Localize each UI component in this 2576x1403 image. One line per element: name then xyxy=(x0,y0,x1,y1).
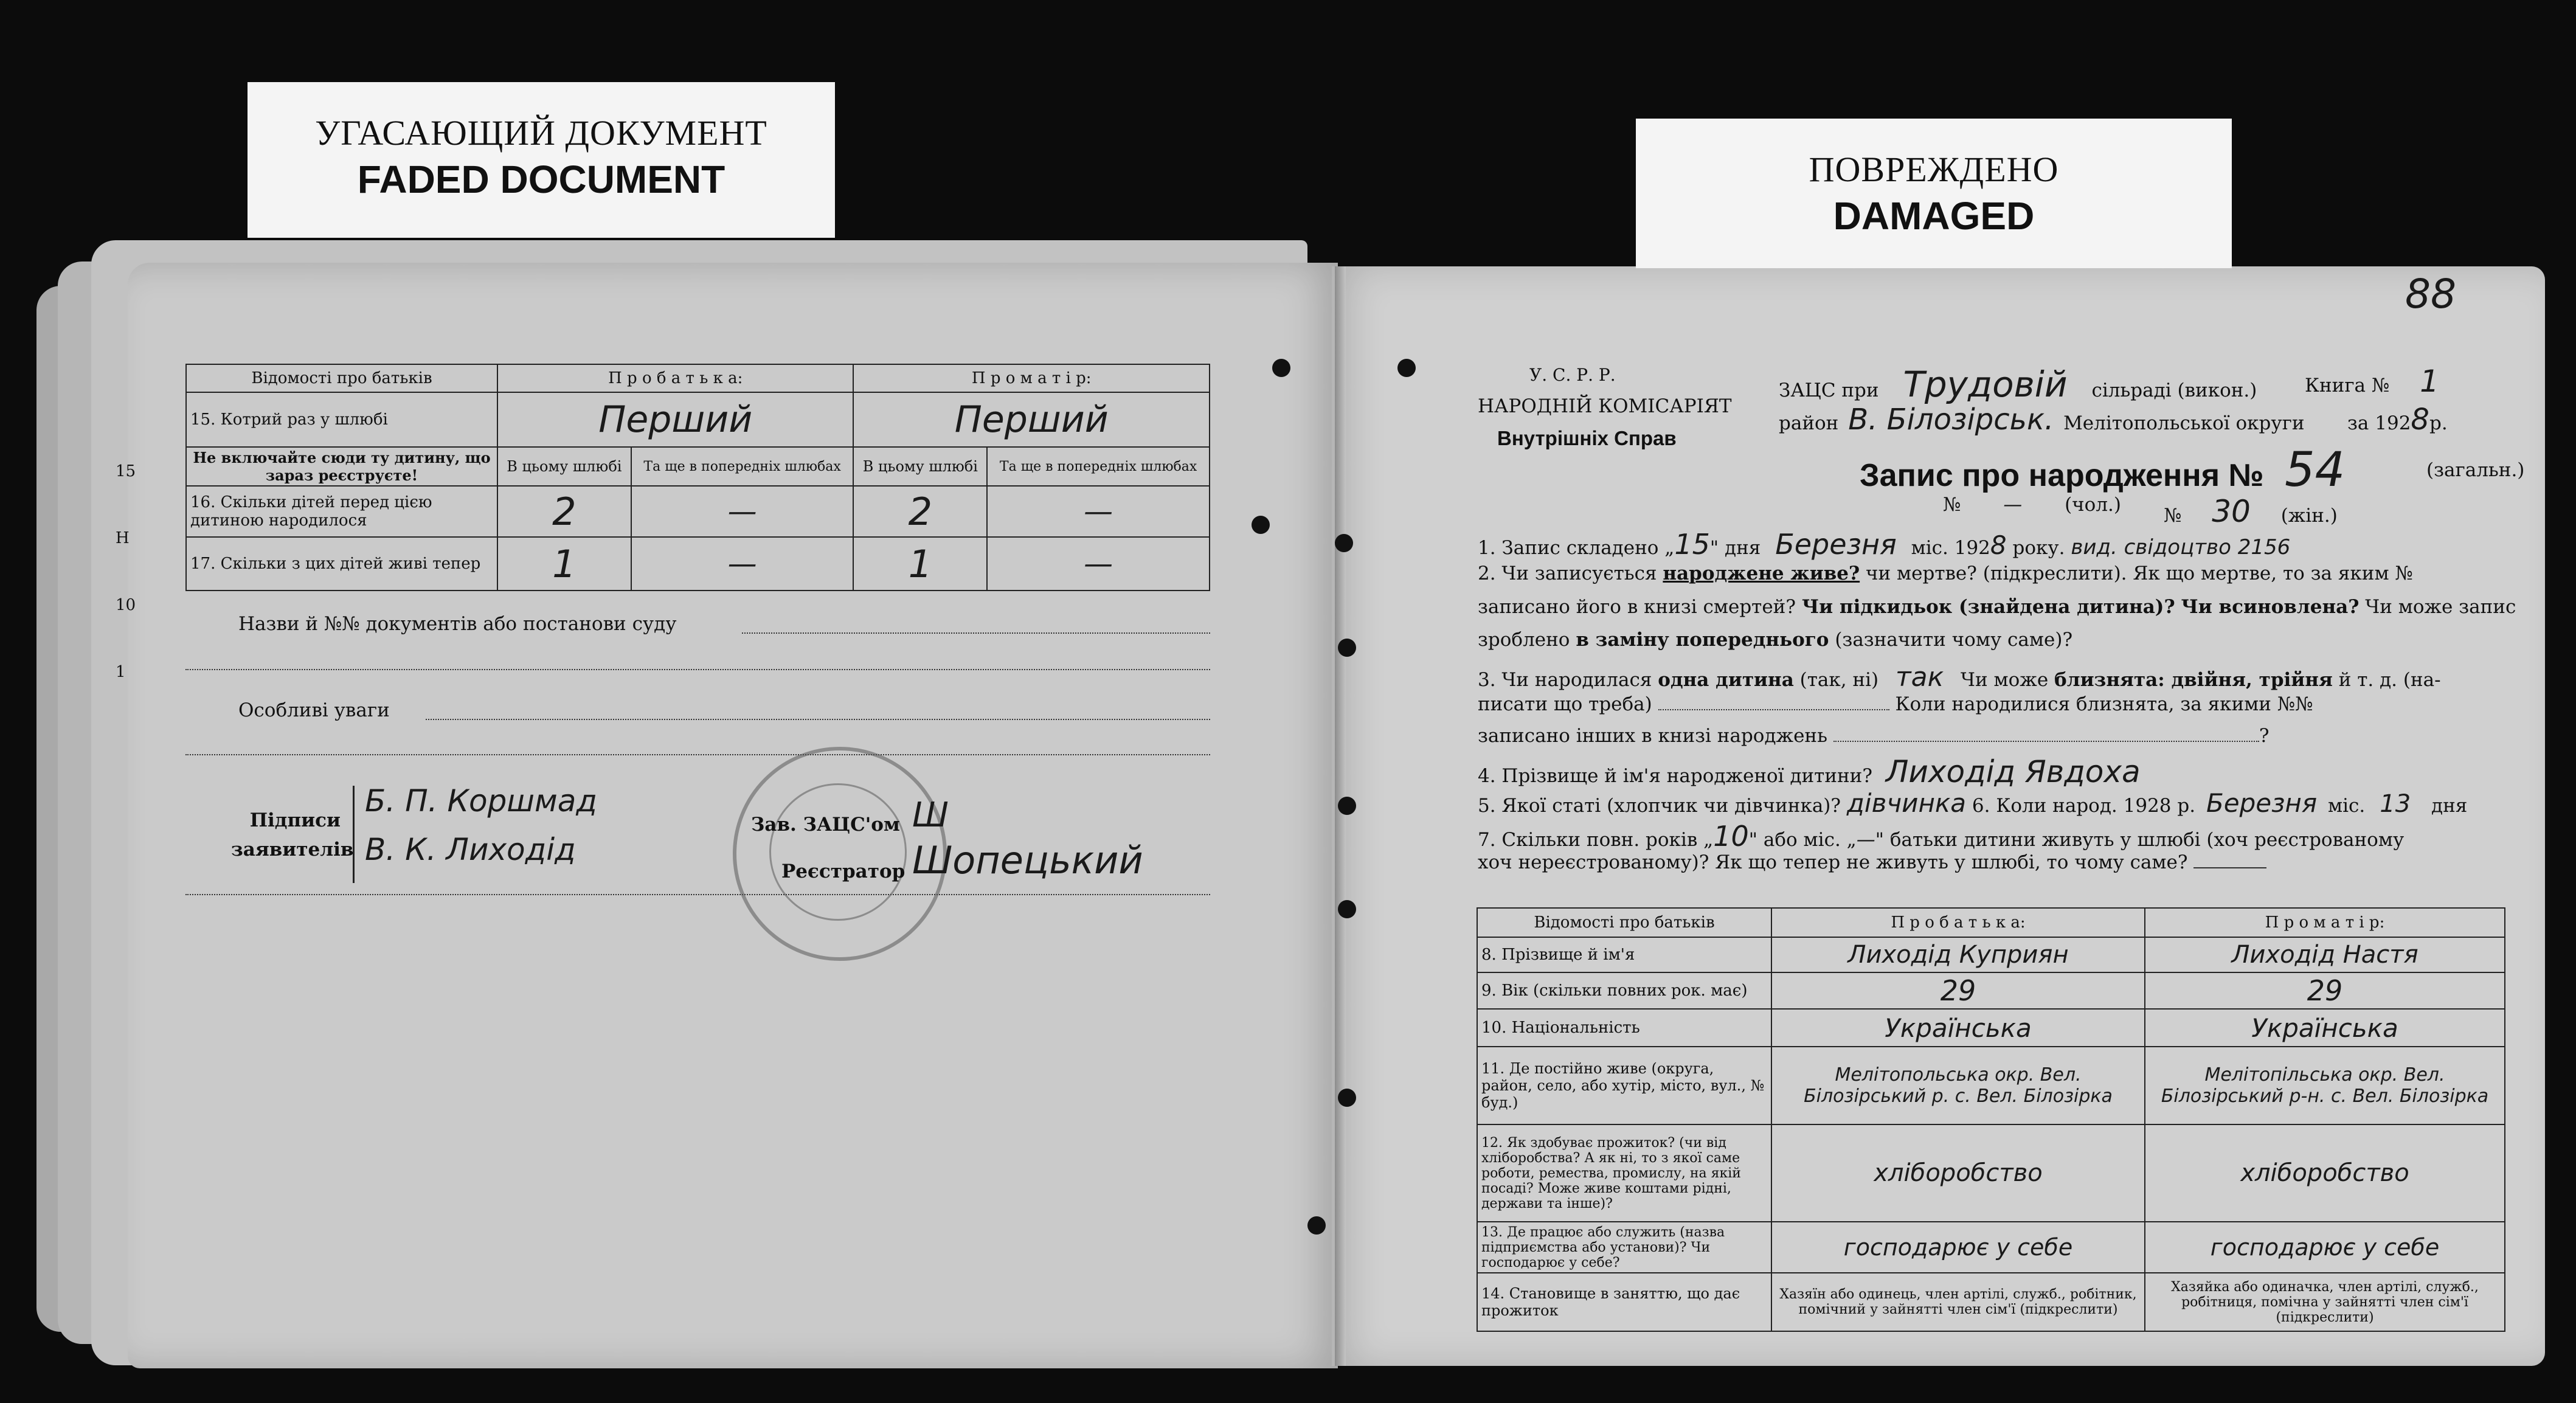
applicant-signature-2: В. К. Лиходід xyxy=(365,832,576,867)
binding-hole xyxy=(1397,359,1416,377)
q2a: 2. Чи записується xyxy=(1478,563,1657,584)
year-field xyxy=(2347,403,2448,437)
record-number: 54 xyxy=(2284,443,2346,497)
district-value: В. Білозірськ. xyxy=(1848,403,2054,437)
head-signature: Ш xyxy=(912,795,949,835)
book-field xyxy=(2305,364,2439,399)
left-table-father-header: П р о б а т ь к а: xyxy=(497,364,853,392)
right-table-mother-header: П р о м а т і р: xyxy=(2145,908,2505,937)
row17-v1: 1 xyxy=(497,537,631,591)
row10-mother: Українська xyxy=(2145,1009,2505,1047)
row-note-label: Не включайте сюди ту дитину, що зараз реєструєте! xyxy=(186,447,497,486)
q2d: записано його в книзі смертей? xyxy=(1478,596,1796,618)
row17-v3: 1 xyxy=(853,537,987,591)
q1-year: 8 xyxy=(1990,530,2007,560)
q1-mis: міс. 192 xyxy=(1911,537,1990,559)
question-3b xyxy=(1478,693,2313,715)
question-7b xyxy=(1478,851,2266,873)
q5-value: дівчинка xyxy=(1846,788,1967,818)
row13-label: 13. Де працює або служить (назва підприємства або установи)? Чи господарює у себе? xyxy=(1477,1222,1771,1273)
right-parents-table xyxy=(1477,907,2505,1332)
row9-mother: 29 xyxy=(2145,972,2505,1009)
binding-hole xyxy=(1338,1089,1356,1107)
q5d: дня xyxy=(2431,795,2468,817)
q7b: або міс. „ xyxy=(1763,829,1857,851)
faded-label-ru: УГАСАЮЩИЙ ДОКУМЕНТ xyxy=(315,113,767,153)
damaged-label-ru: ПОВРЕЖДЕНО xyxy=(1809,150,2059,189)
head-label: Зав. ЗАЦС'ом xyxy=(751,814,900,836)
page-number: 88 xyxy=(2405,271,2456,317)
q3f: й т. д. (на- xyxy=(2338,669,2441,691)
row10-label: 10. Національність xyxy=(1477,1009,1771,1047)
record-title xyxy=(1860,443,2345,497)
q3g: писати що треба) xyxy=(1478,693,1652,715)
q1-extra: вид. свідоцтво 2156 xyxy=(2071,535,2291,559)
female-number-field xyxy=(2164,494,2338,529)
notes-line xyxy=(426,719,1210,720)
year-suffix: р. xyxy=(2429,412,2448,434)
question-1: 1. Запис складено „15" дня Березня міс. 1928 року. вид. свідоцтво 2156 xyxy=(1478,528,2291,561)
row14-label: 14. Становище в заняттю, що дає прожиток xyxy=(1477,1273,1771,1331)
female-suffix: (жін.) xyxy=(2280,505,2338,527)
row8-father: Лиходід Куприян xyxy=(1771,937,2145,972)
applicants-line xyxy=(185,894,1210,895)
q5b: 6. Коли народ. 1928 р. xyxy=(1972,795,2196,817)
q4: 4. Прізвище й ім'я народженої дитини? xyxy=(1478,765,1872,787)
row11-mother: Мелітопільська окр. Вел. Білозірський р-н. с. Вел. Білозірка xyxy=(2145,1047,2505,1124)
applicants-bracket xyxy=(353,786,361,883)
question-5-6 xyxy=(1478,788,2467,818)
q2b: народжене живе? xyxy=(1663,563,1860,584)
row11-label: 11. Де постійно живе (округа, район, село, або хутір, місто, вул., № буд.) xyxy=(1477,1047,1771,1124)
q2f: Чи всиновлена? xyxy=(2181,596,2360,618)
left-table-col-header: Відомості про батьків xyxy=(186,364,497,392)
q1-end: року. xyxy=(2012,537,2065,559)
year-value: 8 xyxy=(2411,403,2429,437)
usrr-header: У. С. Р. Р. xyxy=(1529,365,1616,385)
zags-line xyxy=(1779,364,2257,405)
documents-label: Назви й №№ документів або постанови суду xyxy=(238,613,677,635)
right-table-father-header: П р о б а т ь к а: xyxy=(1771,908,2145,937)
q5a: 5. Якої статі (хлопчик чи дівчинка)? xyxy=(1478,795,1841,817)
q7-value: 10 xyxy=(1713,820,1749,853)
row13-mother: господарює у себе xyxy=(2145,1222,2505,1273)
binding-hole xyxy=(1252,516,1270,534)
zags-suffix: сільраді (викон.) xyxy=(2091,379,2257,401)
left-parents-table xyxy=(185,364,1210,591)
row-note-c1: В цьому шлюбі xyxy=(497,447,631,486)
binding-hole xyxy=(1338,639,1356,657)
damaged-label-en: DAMAGED xyxy=(1833,194,2035,238)
q1-text: 1. Запис складено „ xyxy=(1478,537,1675,559)
q2g: Чи може запис xyxy=(2365,596,2516,618)
q7a: 7. Скільки повн. років „ xyxy=(1478,829,1714,851)
stack-edge-marks: 15 Н 10 1 xyxy=(116,462,136,681)
row16-label: 16. Скільки дітей перед цією дитиною народилося xyxy=(186,486,497,537)
row9-label: 9. Вік (скільки повних рок. має) xyxy=(1477,972,1771,1009)
registrar-label: Реєстратор xyxy=(781,861,905,882)
q1-day: 15 xyxy=(1674,528,1710,561)
row14-father: Хазяїн або одинець, член артілі, служб., робітник, помічний у зайнятті член сім'ї (підкреслити) xyxy=(1771,1273,2145,1331)
book-spine xyxy=(1335,266,1346,1366)
general-label: (загальн.) xyxy=(2426,459,2525,481)
right-table-col-header: Відомості про батьків xyxy=(1477,908,1771,937)
binding-hole xyxy=(1335,534,1353,552)
applicants-label: Підписи заявителів xyxy=(231,809,354,861)
year-label: за 192 xyxy=(2347,412,2411,434)
q2e: Чи підкидьок (знайдена дитина)? xyxy=(1801,596,2175,618)
zags-prefix: ЗАЦС при xyxy=(1779,379,1879,401)
documents-line xyxy=(742,632,1210,634)
question-7a: 7. Скільки повн. років „10" або міс. „—" батьки дитини живуть у шлюбі (хоч реєстрованому xyxy=(1478,820,2405,853)
notes-label: Особливі уваги xyxy=(238,699,390,721)
row17-v4: — xyxy=(987,537,1210,591)
q2j: (зазначити чому саме)? xyxy=(1835,629,2073,651)
q3e: близнята: двійня, трійня xyxy=(2054,669,2333,691)
applicant-signature-1: Б. П. Коршмад xyxy=(365,783,597,819)
q3b: одна дитина xyxy=(1658,669,1794,691)
row10-father: Українська xyxy=(1771,1009,2145,1047)
documents-line-2 xyxy=(185,669,1210,670)
question-2c xyxy=(1478,629,2072,651)
row16-v3: 2 xyxy=(853,486,987,537)
row9-father: 29 xyxy=(1771,972,2145,1009)
q5-day: 13 xyxy=(2380,790,2411,818)
binding-hole xyxy=(1338,797,1356,815)
row12-mother: хліборобство xyxy=(2145,1124,2505,1222)
row15-mother-value: Перший xyxy=(853,392,1210,447)
q2c: чи мертве? (підкреслити). Як що мертве, то за яким № xyxy=(1866,563,2413,584)
question-3a xyxy=(1478,662,2441,693)
q2h: зроблено xyxy=(1478,629,1570,651)
binding-hole xyxy=(1272,359,1290,377)
faded-document-label xyxy=(248,82,835,238)
question-2b xyxy=(1478,596,2516,618)
row17-v2: — xyxy=(631,537,854,591)
district-prefix: район xyxy=(1779,412,1839,434)
row14-mother: Хазяйка або одиначка, член артілі, служб., робітниця, помічна у зайнятті член сім'ї (підкреслити) xyxy=(2145,1273,2505,1331)
row12-label: 12. Як здобуває прожиток? (чи від хліборобства? А як ні, то з якої саме роботи, ремества, промислу, на якій посаді? Може живе коштами рідні, держави та інше)? xyxy=(1477,1124,1771,1222)
district-line xyxy=(1779,403,2305,437)
q3c: (так, ні) xyxy=(1799,669,1879,691)
q3i: записано інших в книзі народжень xyxy=(1478,725,1827,747)
binding-hole xyxy=(1338,900,1356,918)
row-note-c2: Та ще в попередніх шлюбах xyxy=(631,447,854,486)
q1-month: Березня xyxy=(1775,528,1897,561)
book-label: Книга № xyxy=(2305,375,2390,397)
q1-mid: дня xyxy=(1725,537,1761,559)
row16-v1: 2 xyxy=(497,486,631,537)
q7c: батьки дитини живуть у шлюбі (хоч реєстрованому xyxy=(1889,829,2405,851)
row11-father: Мелітопольська окр. Вел. Білозірський р. с. Вел. Білозірка xyxy=(1771,1047,2145,1124)
q3h: Коли народилися близнята, за якими №№ xyxy=(1895,693,2313,715)
zags-value: Трудовій xyxy=(1903,364,2068,405)
male-value: — xyxy=(2003,494,2023,516)
row15-father-value: Перший xyxy=(497,392,853,447)
q5-month: Березня xyxy=(2206,788,2318,818)
ministry-header-2: Внутрішніх Справ xyxy=(1497,427,1677,449)
question-4 xyxy=(1478,754,2141,789)
record-title-text: Запис про народження № xyxy=(1860,458,2264,493)
male-label: № xyxy=(1943,494,1961,516)
binding-hole xyxy=(1307,1216,1326,1235)
row-note-c4: Та ще в попередніх шлюбах xyxy=(987,447,1210,486)
left-table-mother-header: П р о м а т і р: xyxy=(853,364,1210,392)
q7-value-2: — xyxy=(1856,829,1875,851)
row8-label: 8. Прізвище й ім'я xyxy=(1477,937,1771,972)
q3a: 3. Чи народилася xyxy=(1478,669,1652,691)
male-number-field xyxy=(1943,494,2121,516)
notes-line-2 xyxy=(185,754,1210,755)
row16-v2: — xyxy=(631,486,854,537)
row17-label: 17. Скільки з цих дітей живі тепер xyxy=(186,537,497,591)
book-value: 1 xyxy=(2420,364,2439,399)
male-suffix: (чол.) xyxy=(2065,494,2121,516)
row12-father: хліборобство xyxy=(1771,1124,2145,1222)
female-value: 30 xyxy=(2212,494,2251,529)
ministry-header-1: НАРОДНІЙ КОМІСАРІЯТ xyxy=(1478,395,1732,417)
question-3c: записано інших в книзі народжень ? xyxy=(1478,725,2270,747)
official-stamp-inner xyxy=(769,783,907,921)
row-note-c3: В цьому шлюбі xyxy=(853,447,987,486)
faded-label-en: FADED DOCUMENT xyxy=(357,158,725,201)
female-label: № xyxy=(2164,505,2182,527)
q5c: міс. xyxy=(2328,795,2366,817)
q3-value: так xyxy=(1896,662,1944,693)
q2i: в заміну попереднього xyxy=(1576,629,1829,651)
row16-v4: — xyxy=(987,486,1210,537)
row13-father: господарює у себе xyxy=(1771,1222,2145,1273)
registrar-signature: Шопецький xyxy=(912,838,1143,882)
q4-value: Лиходід Явдоха xyxy=(1885,754,2141,789)
district-suffix: Мелітопольської округи xyxy=(2063,412,2305,434)
q3d: Чи може xyxy=(1961,669,2049,691)
damaged-label xyxy=(1636,119,2232,268)
question-2a xyxy=(1478,563,2413,584)
row15-label: 15. Котрий раз у шлюбі xyxy=(186,392,497,447)
row8-mother: Лиходід Настя xyxy=(2145,937,2505,972)
q7d: хоч нереєстрованому)? Як що тепер не живуть у шлюбі, то чому саме? xyxy=(1478,851,2188,873)
